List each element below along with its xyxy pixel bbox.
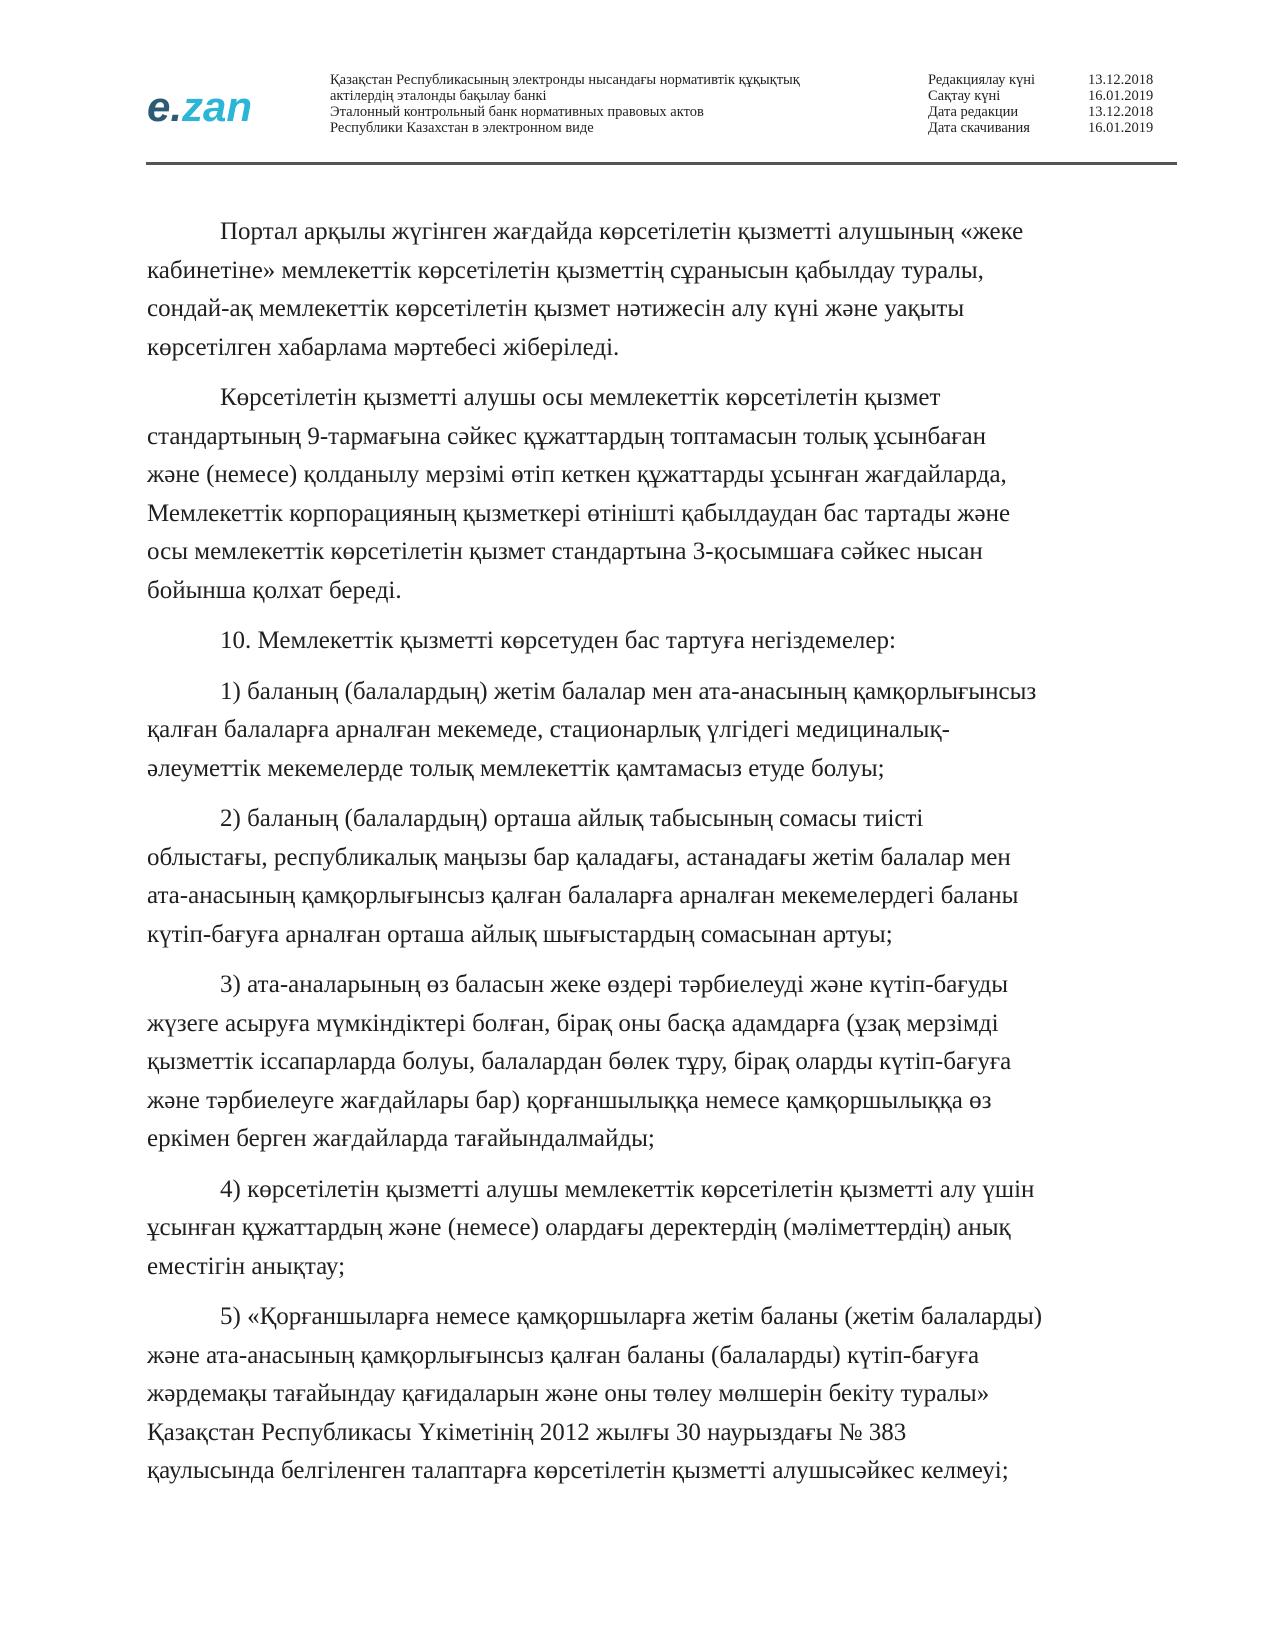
paragraph	[147, 1171, 1177, 1287]
text-line: еркімен берген жағдайларда тағайындалмайды;	[147, 1125, 655, 1152]
header-desc-line: Қазақстан Республикасының электронды нысандағы нормативтік құқықтық	[330, 72, 800, 88]
header-divider	[146, 162, 1177, 165]
text-line: көрсетілген хабарлама мәртебесі жіберіледі.	[147, 333, 620, 361]
text-line: еместігін анықтау;	[147, 1252, 346, 1280]
text-line: қаулысында белгіленген талаптарға көрсетілетін қызметті алушысәйкес келмеуі;	[147, 1457, 1009, 1484]
text-line: облыстағы, республикалық маңызы бар қаладағы, астанадағы жетім балалар мен	[147, 843, 1011, 871]
meta-row	[928, 72, 1168, 88]
text-line: ұсынған құжаттардың және (немесе) олардағы деректердің (мәліметтердің) анық	[147, 1214, 1011, 1241]
header-description	[330, 72, 890, 136]
text-line: Портал арқылы жүгінген жағдайда көрсетілетін қызметті алушының «жеке	[220, 218, 1024, 245]
text-line: және тәрбиелеуге жағдайлары бар) қорғаншылыққа немесе қамқоршылыққа өз	[147, 1086, 992, 1114]
text-line: Мемлекеттік корпорацияның қызметкері өтінішті қабылдаудан бас тартады және	[147, 499, 1011, 527]
meta-row	[928, 104, 1168, 120]
meta-row	[928, 120, 1168, 136]
text-line: кабинетіне» мемлекеттік көрсетілетін қызметтің сұранысын қабылдау туралы,	[147, 256, 984, 284]
logo-zan: zan	[182, 83, 253, 130]
header-desc-line: Республики Казахстан в электронном виде	[330, 120, 594, 136]
text-line: 5) «Қорғаншыларға немесе қамқоршыларға жетім баланы (жетім балаларды)	[220, 1303, 1043, 1330]
text-line: және ата-анасының қамқорлығынсыз қалған баланы (балаларды) күтіп-бағуға	[147, 1341, 980, 1369]
text-line: жәрдемақы тағайындау қағидаларын және оны төлеу мөлшерін бекіту туралы»	[147, 1380, 990, 1407]
header-meta	[928, 72, 1168, 136]
ezan-logo	[147, 82, 252, 132]
text-line: 2) баланың (балалардың) орташа айлық табысының сомасы тиісті	[220, 805, 924, 832]
text-line: осы мемлекеттік көрсетілетін қызмет стандартына 3-қосымшаға сәйкес нысан	[147, 538, 983, 565]
text-line: қызметтік іссапарларда болуы, балалардан бөлек тұру, бірақ оларды күтіп-бағуға	[147, 1048, 1012, 1075]
paragraph	[147, 622, 1177, 661]
meta-value: 16.01.2019	[1088, 120, 1154, 136]
header-desc-line: актілердің эталонды бақылау банкі	[330, 88, 547, 104]
meta-value: 13.12.2018	[1088, 72, 1154, 88]
text-line: 3) ата-аналарының өз баласын жеке өздері тәрбиелеуді және күтіп-бағуды	[220, 971, 1009, 998]
text-line: және (немесе) қолданылу мерзімі өтіп кеткен құжаттарды ұсынған жағдайларда,	[147, 461, 1007, 488]
meta-row	[928, 88, 1168, 104]
text-line: Көрсетілетін қызметті алушы осы мемлекеттік көрсетілетін қызмет	[220, 384, 941, 411]
paragraph	[147, 213, 1177, 367]
meta-value: 13.12.2018	[1088, 104, 1154, 120]
logo-dot: .	[170, 83, 183, 130]
text-line: стандартының 9-тармағына сәйкес құжаттардың топтамасын толық ұсынбаған	[147, 422, 987, 450]
text-line: жүзеге асыруға мүмкіндіктері болған, бірақ оны басқа адамдарға (ұзақ мерзімді	[147, 1009, 999, 1037]
paragraph	[147, 379, 1177, 610]
text-line: ата-анасының қамқорлығынсыз қалған балаларға арналған мекемелердегі баланы	[147, 882, 1019, 909]
header-desc-line: Эталонный контрольный банк нормативных правовых актов	[330, 104, 704, 120]
meta-label: Дата редакции	[928, 104, 1019, 120]
meta-label: Сақтау күні	[928, 88, 1001, 104]
text-line: бойынша қолхат береді.	[147, 576, 402, 604]
paragraph	[147, 966, 1177, 1159]
paragraph	[147, 673, 1177, 789]
text-line: Қазақстан Республикасы Үкіметінің 2012 жылғы 30 наурыздағы № 383	[147, 1418, 907, 1446]
logo-e: e	[147, 83, 171, 130]
text-line: сондай-ақ мемлекеттік көрсетілетін қызмет нәтижесін алу күні және уақыты	[147, 295, 965, 322]
text-line: әлеуметтік мекемелерде толық мемлекеттік қамтамасыз етуде болуы;	[147, 754, 885, 782]
meta-value: 16.01.2019	[1088, 88, 1154, 104]
text-line: қалған балаларға арналған мекемеде, стационарлық үлгідегі медициналық-	[147, 716, 950, 743]
paragraph	[147, 1298, 1177, 1491]
text-line: күтіп-бағуға арналған орташа айлық шығыстардың сомасынан артуы;	[147, 920, 893, 948]
meta-label: Дата скачивания	[928, 120, 1030, 136]
text-line: 10. Мемлекеттік қызметті көрсетуден бас тартуға негіздемелер:	[220, 627, 896, 654]
meta-label: Редакциялау күні	[928, 72, 1036, 88]
text-line: 4) көрсетілетін қызметті алушы мемлекеттік көрсетілетін қызметті алу үшін	[220, 1175, 1035, 1203]
paragraph	[147, 800, 1177, 954]
document-body	[147, 213, 1177, 1503]
text-line: 1) баланың (балалардың) жетім балалар мен ата-анасының қамқорлығынсыз	[220, 677, 1037, 705]
